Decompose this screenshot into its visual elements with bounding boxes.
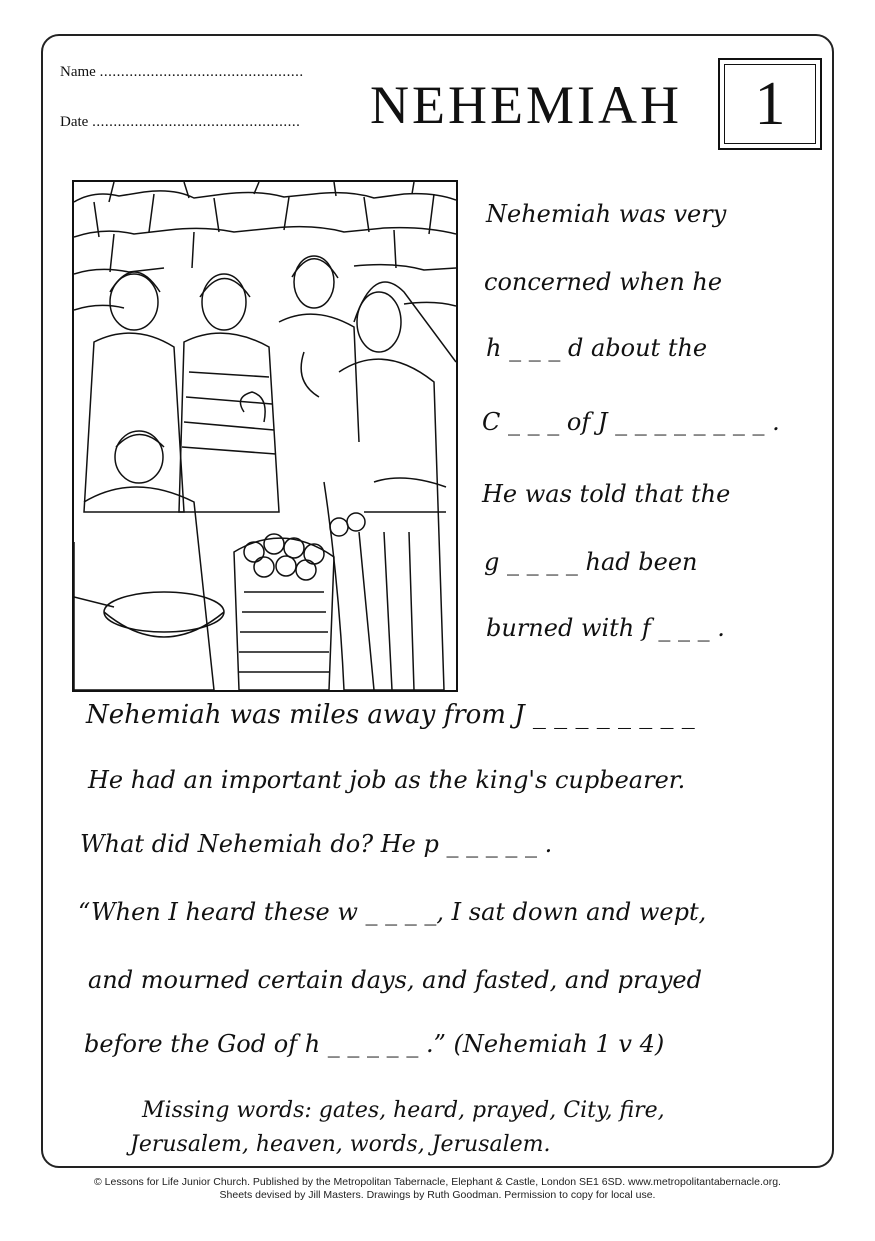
sheet-number-box (718, 58, 822, 150)
body-line-3: What did Nehemiah do? He p _ _ _ _ _ . (80, 830, 553, 858)
side-line-5: He was told that the (482, 480, 731, 508)
side-line-4: C _ _ _ of J _ _ _ _ _ _ _ _ . (482, 408, 780, 436)
side-line-2: concerned when he (484, 268, 723, 296)
illustration-nehemiah-hears-news-icon (74, 182, 456, 690)
illustration-frame (72, 180, 458, 692)
body-line-6: before the God of h _ _ _ _ _ .” (Nehemiah 1 v 4) (84, 1030, 665, 1058)
date-dotted-line: ................................................. (92, 114, 301, 130)
missing-words-line-1: Missing words: gates, heard, prayed, City, fire, (142, 1098, 665, 1123)
side-line-6: g _ _ _ _ had been (484, 548, 698, 576)
body-line-4: “When I heard these w _ _ _ _, I sat down and wept, (78, 898, 707, 926)
date-field[interactable] (60, 114, 300, 131)
side-line-7: burned with f _ _ _ . (486, 614, 725, 642)
sheet-number: 1 (724, 64, 816, 144)
name-dotted-line: ................................................ (99, 64, 304, 80)
page-title: NEHEMIAH (370, 75, 682, 135)
footer-credits: Sheets devised by Jill Masters. Drawings by Ruth Goodman. Permission to copy for local use. (219, 1189, 656, 1201)
body-line-1: Nehemiah was miles away from J _ _ _ _ _ _ _ _ (86, 700, 695, 730)
name-field[interactable] (60, 64, 304, 81)
date-label: Date (60, 114, 89, 130)
body-line-5: and mourned certain days, and fasted, and prayed (88, 966, 702, 994)
name-label: Name (60, 64, 96, 80)
missing-words-line-2: Jerusalem, heaven, words, Jerusalem. (130, 1132, 551, 1157)
footer-copyright: © Lessons for Life Junior Church. Published by the Metropolitan Tabernacle, Elephant & Castle, London SE1 6SD. www.metropolitantabernacle.org. (94, 1176, 781, 1188)
side-line-3: h _ _ _ d about the (486, 334, 708, 362)
side-line-1: Nehemiah was very (486, 200, 727, 228)
body-line-2: He had an important job as the king's cupbearer. (88, 766, 686, 794)
